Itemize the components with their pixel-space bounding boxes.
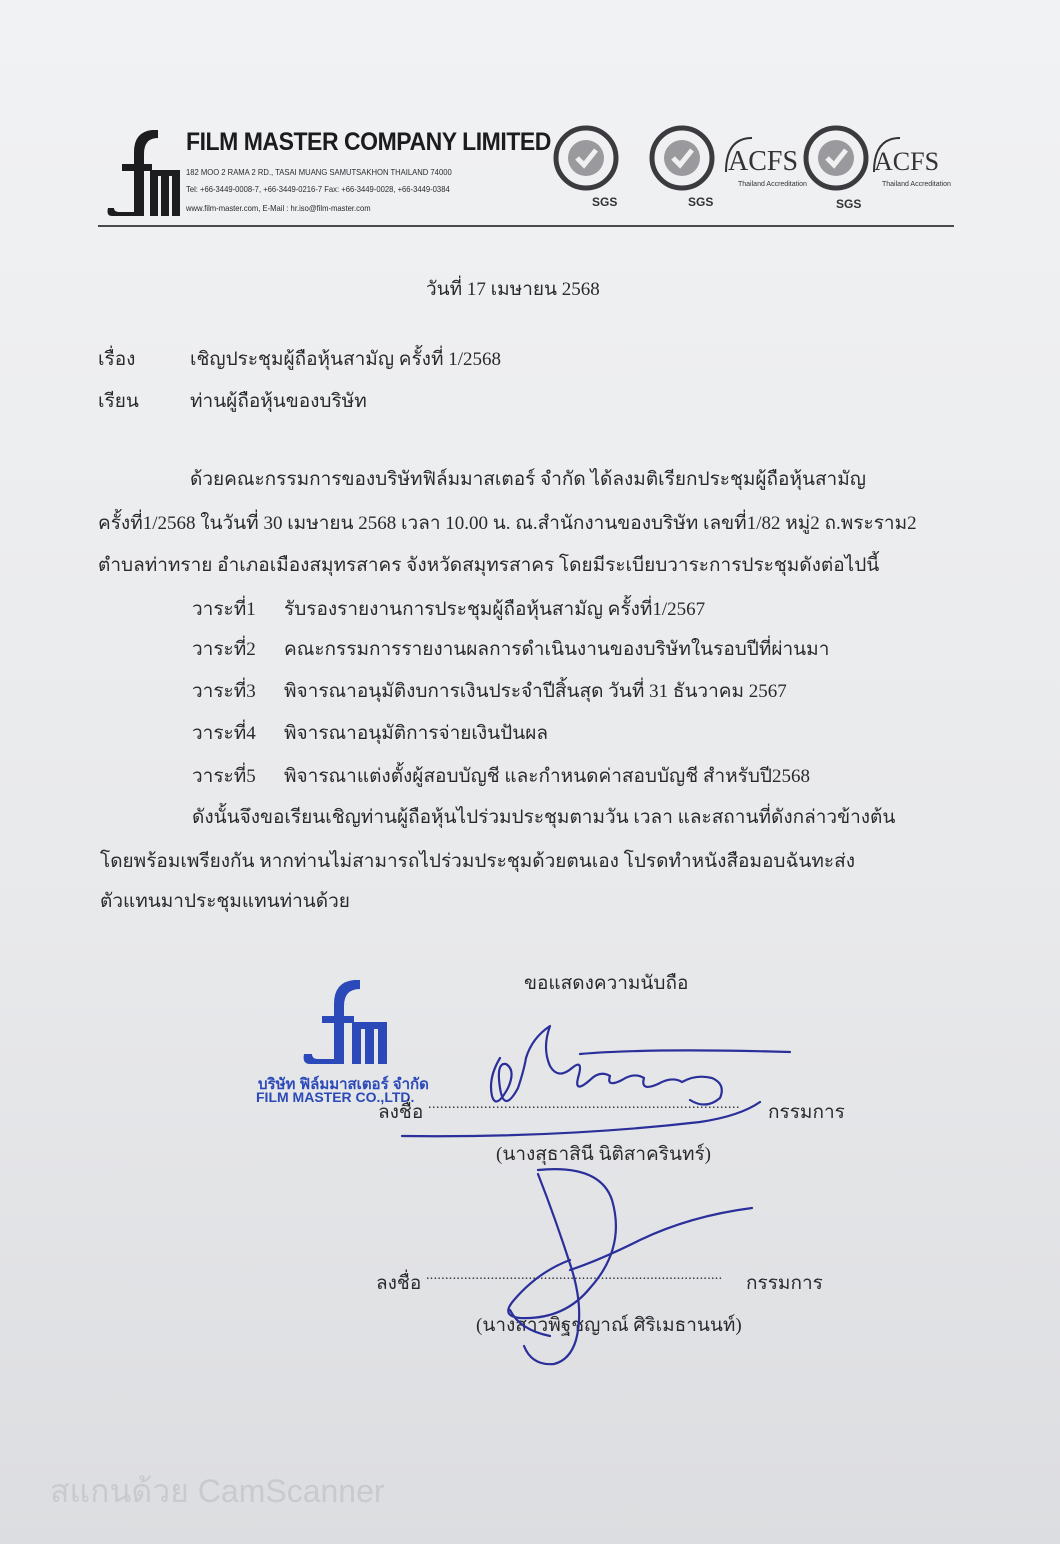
signer-name: (นางสุธาสินี นิติสาครินทร์)	[496, 1144, 712, 1165]
agenda-text: พิจารณาอนุมัติการจ่ายเงินปันผล	[284, 723, 548, 744]
cert-sub: Thailand Accreditation	[738, 181, 807, 188]
sign-dotted-line: ..............................................................................	[426, 1268, 723, 1283]
acfs-cert-badge	[716, 132, 807, 217]
sign-dotted-line: ..............................................................................	[428, 1097, 740, 1112]
to-text: ท่านผู้ถือหุ้นของบริษัท	[190, 391, 367, 412]
closing-line: ดังนั้นจึงขอเรียนเชิญท่านผู้ถือหุ้นไปร่วมประชุมตามวัน เวลา และสถานที่ดังกล่าวข้างต้น	[192, 807, 896, 828]
company-phones: Tel: +66-3449-0008-7, +66-3449-0216-7 Fax: +66-3449-0028, +66-3449-0384	[186, 184, 450, 194]
regards-text: ขอแสดงความนับถือ	[524, 973, 689, 994]
body-line: ครั้งที่1/2568 ในวันที่ 30 เมษายน 2568 เวลา 10.00 น. ณ.สำนักงานของบริษัท เลขที่1/82 หมู่2 ถ.พระราม2	[98, 513, 917, 534]
agenda-text: คณะกรรมการรายงานผลการดำเนินงานของบริษัทในรอบปีที่ผ่านมา	[284, 639, 830, 660]
cert-label: ACFS	[874, 147, 940, 176]
letter-date: วันที่ 17 เมษายน 2568	[426, 279, 600, 300]
sign-label: ลงชื่อ	[376, 1273, 422, 1294]
cert-label: SGS	[836, 197, 862, 211]
signature-1	[400, 1018, 820, 1148]
agenda-label: วาระที่2	[192, 639, 256, 660]
cert-label: ACFS	[728, 146, 799, 177]
header-divider	[98, 225, 954, 227]
company-address: 182 MOO 2 RAMA 2 RD., TASAI MUANG SAMUTSAKHON THAILAND 74000	[186, 167, 452, 177]
agenda-label: วาระที่5	[192, 766, 256, 787]
company-logo	[104, 120, 182, 225]
subject-text: เชิญประชุมผู้ถือหุ้นสามัญ ครั้งที่ 1/2568	[190, 349, 502, 370]
body-line: ตำบลท่าทราย อำเภอเมืองสมุทรสาคร จังหวัดสมุทรสาคร โดยมีระเบียบวาระการประชุมดังต่อไปนี้	[98, 555, 880, 576]
stamp-logo	[296, 968, 406, 1068]
agenda-label: วาระที่4	[192, 723, 256, 744]
cert-label: SGS	[688, 195, 714, 209]
stamp-thai-name: บริษัท ฟิล์มมาสเตอร์ จำกัด	[258, 1076, 429, 1093]
sgs-cert-badge	[552, 124, 622, 215]
company-web: www.film-master.com, E-Mail : hr.iso@film-master.com	[186, 203, 371, 213]
closing-line: ตัวแทนมาประชุมแทนท่านด้วย	[100, 891, 350, 912]
company-name: FILM MASTER COMPANY LIMITED	[186, 128, 551, 156]
sign-role: กรรมการ	[746, 1273, 823, 1294]
agenda-label: วาระที่1	[192, 599, 256, 620]
sign-label: ลงชื่อ	[378, 1102, 424, 1123]
signature-2	[480, 1160, 770, 1380]
subject-label: เรื่อง	[98, 349, 136, 370]
camscanner-watermark: สแกนด้วย CamScanner	[50, 1473, 385, 1509]
body-line: ด้วยคณะกรรมการของบริษัทฟิล์มมาสเตอร์ จำกัด ได้ลงมติเรียกประชุมผู้ถือหุ้นสามัญ	[190, 469, 866, 490]
agenda-text: รับรองรายงานการประชุมผู้ถือหุ้นสามัญ ครั้งที่1/2567	[284, 599, 706, 620]
agenda-label: วาระที่3	[192, 681, 256, 702]
company-stamp	[296, 968, 406, 1073]
sgs-cert-badge	[802, 124, 872, 215]
to-label: เรียน	[98, 391, 139, 412]
agenda-text: พิจารณาอนุมัติงบการเงินประจำปีสิ้นสุด วันที่ 31 ธันวาคม 2567	[284, 681, 787, 702]
cert-label: SGS	[592, 195, 618, 209]
stamp-english-name: FILM MASTER CO.,LTD.	[256, 1089, 415, 1105]
sgs-cert-badge	[648, 124, 718, 215]
agenda-text: พิจารณาแต่งตั้งผู้สอบบัญชี และกำหนดค่าสอบบัญชี สำหรับปี2568	[284, 766, 810, 787]
signer-name: (นางสาวพิฐชญาณ์ ศิริเมธานนท์)	[476, 1315, 742, 1336]
sign-role: กรรมการ	[768, 1102, 845, 1123]
acfs-cert-badge	[864, 132, 951, 217]
cert-sub: Thailand Accreditation	[882, 181, 951, 188]
closing-line: โดยพร้อมเพรียงกัน หากท่านไม่สามารถไปร่วมประชุมด้วยตนเอง โปรดทำหนังสือมอบฉันทะส่ง	[100, 851, 855, 872]
